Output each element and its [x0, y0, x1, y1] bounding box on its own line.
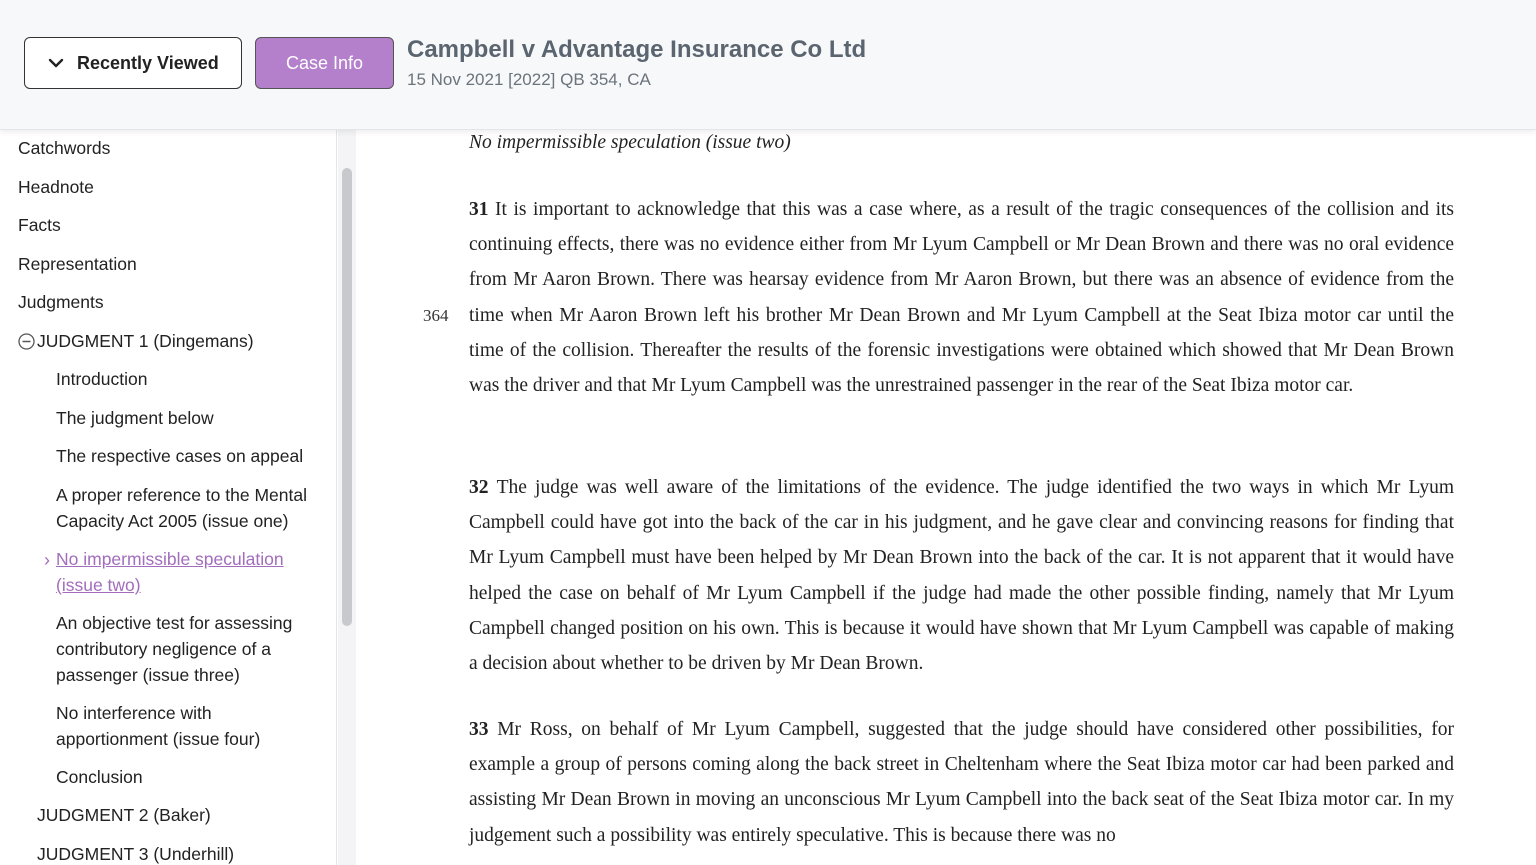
judgment-content [357, 130, 1536, 865]
paragraph-text: It is important to acknowledge that this was a case where, as a result of the tragic consequences of the collision and its continuing effects, there was no evidence either from Mr Lyum Campbell or Mr Dean Brown and there was no oral evidence from Mr Aaron Brown. There was hearsay evidence from Mr Aaron Brown, but there was an absence of evidence from the time when Mr Aaron Brown left his brother Mr Dean Brown and Mr Lyum Campbell at the Seat Ibiza motor car until the time of the collision. Thereafter the results of the forensic investigations were obtained which showed that Mr Dean Brown was the driver and that Mr Lyum Campbell was the unrestrained passenger in the rear of the Seat Ibiza motor car. [469, 199, 1454, 397]
paragraph-number: 31 [469, 199, 496, 220]
paragraph-number: 33 [469, 719, 498, 740]
sidebar-item-introduction[interactable]: Introduction [56, 369, 148, 389]
active-chevron-icon: › [44, 550, 50, 570]
paragraph-33 [469, 712, 1454, 853]
sidebar-item-facts[interactable]: Facts [18, 215, 61, 235]
case-info-button[interactable] [255, 37, 394, 89]
sidebar-scrollbar-thumb[interactable] [342, 168, 352, 626]
sidebar-item-judgment-3[interactable]: JUDGMENT 3 (Underhill) [37, 844, 235, 864]
sidebar-item-issue-four[interactable]: No interference with apportionment (issue four) [56, 703, 261, 749]
sidebar-item-judgment-1[interactable]: JUDGMENT 1 (Dingemans) [37, 331, 254, 351]
sidebar-item-headnote[interactable]: Headnote [18, 177, 94, 197]
case-title: Campbell v Advantage Insurance Co Ltd [407, 36, 867, 63]
sidebar-item-judgment-below[interactable]: The judgment below [56, 408, 214, 428]
sidebar-item-issue-two[interactable]: No impermissible speculation (issue two) [56, 549, 284, 595]
sidebar-item-catchwords[interactable]: Catchwords [18, 138, 111, 158]
paragraph-32 [469, 470, 1454, 681]
sidebar-nav [0, 130, 337, 865]
chevron-down-icon [47, 54, 65, 72]
sidebar-item-representation[interactable]: Representation [18, 254, 137, 274]
sidebar-item-judgment-2[interactable]: JUDGMENT 2 (Baker) [37, 805, 211, 825]
page-margin-number: 364 [423, 306, 449, 325]
recently-viewed-label: Recently Viewed [77, 52, 219, 73]
paragraph-text: Mr Ross, on behalf of Mr Lyum Campbell, suggested that the judge should have considered other possibilities, for example a group of persons coming along the back street in Cheltenham where the Seat Ibiza motor car had been parked and assisting Mr Dean Brown in moving an unconscious Mr Lyum Campbell into the back seat of the Seat Ibiza motor car. In my judgement such a possibility was entirely speculative. This is because there was no [469, 719, 1454, 846]
sidebar-item-conclusion[interactable]: Conclusion [56, 767, 143, 787]
paragraph-text: The judge was well aware of the limitations of the evidence. The judge identified the two ways in which Mr Lyum Campbell could have got into the back of the car in his judgment, and he gave clear and convincing reasons for finding that Mr Lyum Campbell must have been helped by Mr Dean Brown into the back of the car. It is not apparent that it would have helped the case on behalf of Mr Lyum Campbell if the judge had made the other possible finding, namely that Mr Lyum Campbell changed position on his own. This is because it would have shown that Mr Lyum Campbell was capable of making a decision about whether to be driven by Mr Dean Brown. [469, 477, 1454, 675]
paragraph-31 [469, 192, 1454, 403]
sidebar-item-issue-one[interactable]: A proper reference to the Mental Capacity Act 2005 (issue one) [56, 485, 307, 531]
section-heading: No impermissible speculation (issue two) [469, 132, 791, 153]
case-info-label: Case Info [285, 52, 364, 73]
paragraph-number: 32 [469, 477, 497, 498]
sidebar-item-respective-cases[interactable]: The respective cases on appeal [56, 446, 304, 466]
case-citation: 15 Nov 2021 [2022] QB 354, CA [407, 70, 651, 89]
recently-viewed-button[interactable] [24, 37, 242, 89]
collapse-minus-icon[interactable] [18, 333, 35, 350]
sidebar-item-issue-three[interactable]: An objective test for assessing contributory negligence of a passenger (issue three) [56, 613, 293, 685]
top-header [0, 0, 1536, 130]
sidebar-item-judgments[interactable]: Judgments [18, 292, 104, 312]
